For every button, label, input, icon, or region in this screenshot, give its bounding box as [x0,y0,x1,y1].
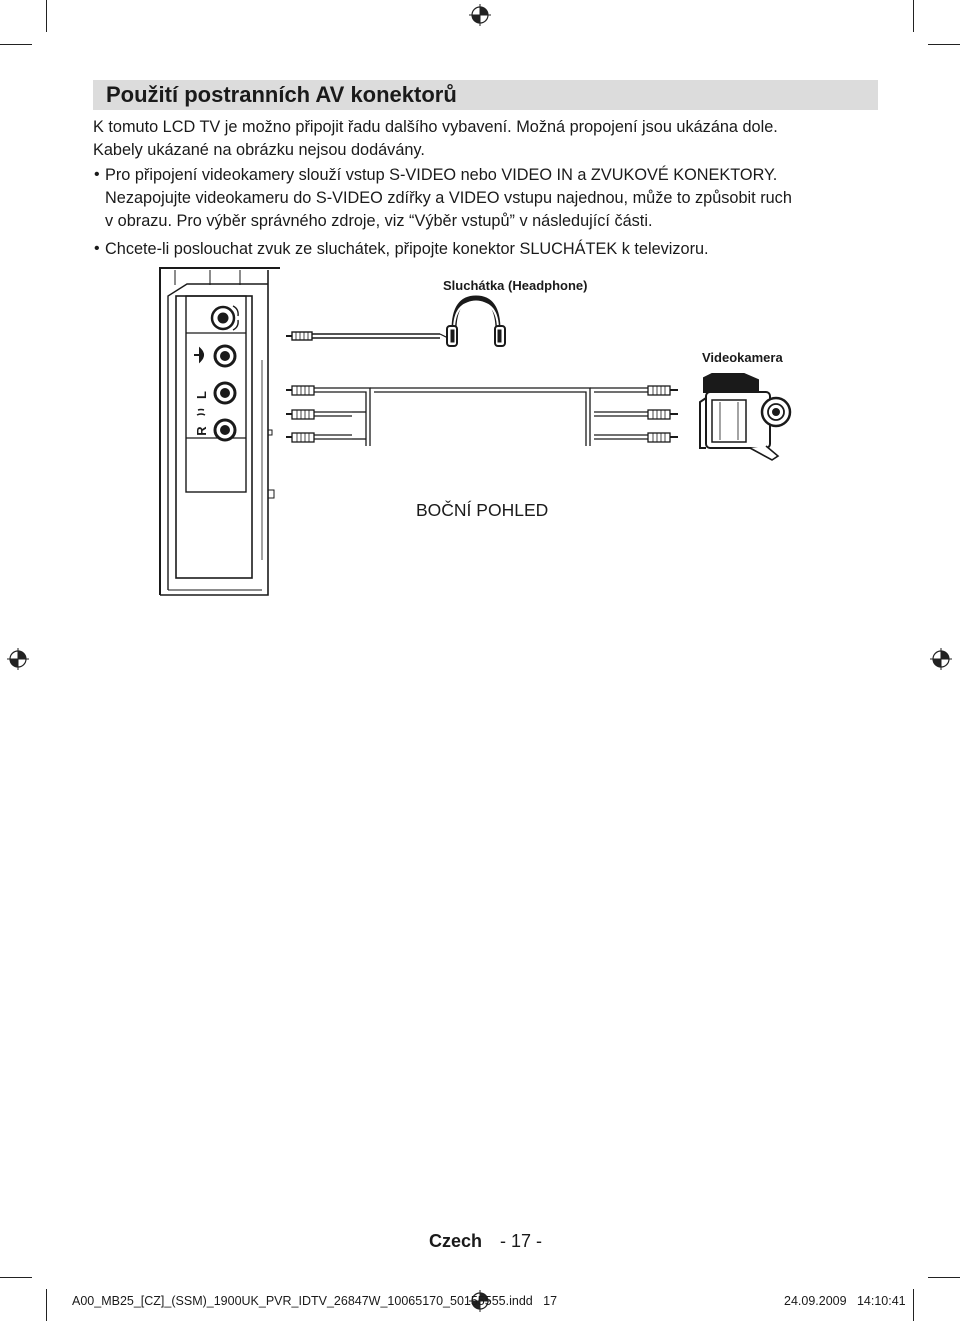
registration-mark-icon [469,4,491,26]
rca-jack-audio-l [215,383,235,403]
headphone-label: Sluchátka (Headphone) [443,278,588,293]
rca-jack-audio-r [215,420,235,440]
footer-language: Czech [429,1231,483,1251]
bullet-glyph: • [94,240,100,257]
crop-mark [913,1289,914,1321]
footer-page-number: - 17 - [500,1231,543,1251]
headphone-jack [212,306,238,330]
bullet-line: Nezapojujte videokameru do S-VIDEO zdířky a VIDEO vstupu najednou, může to způsobit ruch [105,189,792,207]
panel-label-r: R [194,426,209,436]
crop-mark [46,0,47,32]
side-view-label: BOČNÍ POHLED [416,500,549,520]
rca-cable-bundle [286,386,678,446]
registration-mark-icon [7,648,29,670]
crop-mark [928,44,960,45]
print-slug-file: A00_MB25_[CZ]_(SSM)_1900UK_PVR_IDTV_26847W_10065170_50155555.indd 17 [72,1294,558,1308]
section-heading-bar [93,80,878,110]
section-title: Použití postranních AV konektorů [106,82,457,107]
bullet-line: Chcete-li poslouchat zvuk ze sluchátek, připojte konektor SLUCHÁTEK k televizoru. [105,240,709,258]
print-slug-datetime: 24.09.2009 14:10:41 [784,1294,906,1308]
camcorder-label: Videokamera [702,350,783,365]
video-symbol-icon [194,349,203,361]
connection-diagram [0,260,960,605]
camcorder-icon [700,374,790,460]
headphone-cable [286,332,448,340]
intro-line: Kabely ukázané na obrázku nejsou dodávány. [93,141,425,159]
crop-mark [0,44,32,45]
bullet-line: v obrazu. Pro výběr správného zdroje, viz “Výběr vstupů” v následující části. [105,212,653,230]
registration-mark-icon [930,648,952,670]
panel-label-l: L [194,391,209,399]
crop-mark [928,1277,960,1278]
crop-mark [46,1289,47,1321]
bullet-line: Pro připojení videokamery slouží vstup S-VIDEO nebo VIDEO IN a ZVUKOVÉ KONEKTORY. [105,166,778,184]
intro-line: K tomuto LCD TV je možno připojit řadu dalšího vybavení. Možná propojení jsou ukázána dole. [93,118,778,136]
rca-jack-video [215,346,235,366]
crop-mark [913,0,914,32]
audio-symbol-icon [197,410,205,416]
bullet-glyph: • [94,166,100,183]
headphones-icon [447,298,505,346]
crop-mark [0,1277,32,1278]
